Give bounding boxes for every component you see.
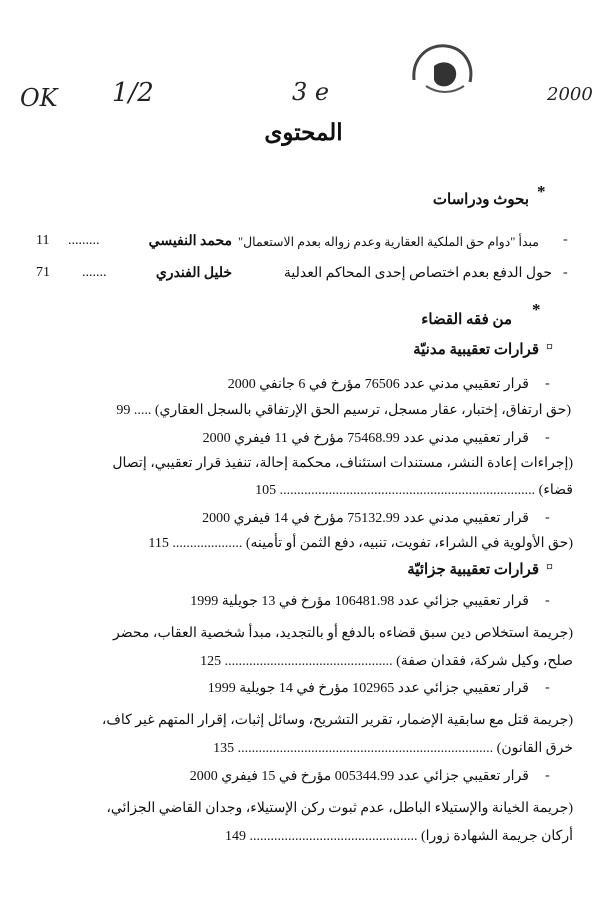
criminal-decision-1-topics: (جريمة استخلاص دين سبق قضاءه بالدفع أو بالتجديد، مبدأ شخصية العقاب، محضر [113, 626, 573, 641]
civil-decision-2-head: قرار تعقيبي مدني عدد 75468.99 مؤرخ في 11 فيفري 2000 [202, 431, 529, 446]
subsection-heading-criminal: قرارات تعقيبية جزائيّة [407, 562, 539, 578]
currency-sign-icon: ¤ [546, 560, 553, 575]
list-dash: - [545, 593, 550, 608]
handwritten-note-ok: OK [20, 84, 58, 112]
criminal-decision-2-head: قرار تعقيبي جزائي عدد 102965 مؤرخ في 14 جويلية 1999 [207, 681, 529, 696]
currency-sign-icon: ¤ [546, 340, 553, 355]
civil-decision-2-topics-cont: قضاء) ......................................................................... 105 [255, 483, 573, 498]
list-dash: - [545, 510, 550, 525]
civil-decision-1-head: قرار تعقيبي مدني عدد 76506 مؤرخ في 6 جانفي 2000 [227, 377, 529, 392]
study-page-2: 71 [36, 265, 50, 280]
study-title-2: حول الدفع بعدم اختصاص إحدى المحاكم العدلية [283, 266, 552, 281]
study-dots-2: ....... [82, 265, 107, 280]
section-star-icon: * [532, 300, 541, 319]
list-dash: - [545, 430, 550, 445]
study-author-1: محمد النفيسي [148, 234, 232, 249]
criminal-decision-3-topics: (جريمة الخيانة والإستيلاء الباطل، عدم ثبوت ركن الإستيلاء، وجدان القاضي الجزائي، [106, 801, 573, 816]
study-dots-1: ......... [68, 233, 100, 248]
criminal-decision-2-topics-cont: خرق القانون) ......................................................................... 135 [213, 741, 573, 756]
criminal-decision-2-topics: (جريمة قتل مع سابقية الإضمار، تقرير التشريح، وسائل إثبات، إقرار المتهم غير كاف، [101, 713, 573, 728]
list-dash: - [545, 376, 550, 391]
criminal-decision-1-head: قرار تعقيبي جزائي عدد 106481.98 مؤرخ في 13 جويلية 1999 [190, 594, 529, 609]
list-dash: - [545, 680, 550, 695]
list-dash: - [545, 768, 550, 783]
handwritten-note-year: 2000 [547, 84, 593, 105]
subsection-heading-civil: قرارات تعقيبية مدنيّة [413, 342, 539, 358]
study-author-2: خليل الفندري [155, 266, 232, 281]
criminal-decision-3-head: قرار تعقيبي جزائي عدد 005344.99 مؤرخ في 15 فيفري 2000 [189, 769, 529, 784]
study-title-1: مبدأ "دوام حق الملكية العقارية وعدم زواله بعدم الاستعمال" [237, 235, 539, 249]
page-title: المحتوى [264, 120, 343, 145]
criminal-decision-3-topics-cont: أركان جريمة الشهادة زورا) ................................................ 149 [224, 829, 573, 844]
civil-decision-1-topics: (حق ارتفاق، إختبار، عقار مسجل، ترسيم الحق الإرتفاقي بالسجل العقاري) ..... 99 [116, 403, 571, 418]
section-heading-jurisprudence: من فقه القضاء [421, 312, 512, 328]
section-star-icon: * [537, 182, 546, 201]
study-page-1: 11 [36, 233, 50, 248]
stamp-mark [408, 40, 478, 102]
handwritten-note-fraction: 1/2 [112, 78, 154, 108]
civil-decision-2-topics: (إجراءات إعادة النشر، مستندات استئناف، محكمة إحالة، تنفيذ قرار تعقيبي، إتصال [112, 456, 573, 471]
handwritten-note-center: 3 e [292, 78, 330, 106]
section-heading-studies: بحوث ودراسات [432, 192, 529, 208]
list-dash: - [563, 232, 568, 247]
civil-decision-3-topics: (حق الأولوية في الشراء، تفويت، تنبيه، دفع الثمن أو تأمينه) .................... 115 [148, 536, 573, 551]
criminal-decision-1-topics-cont: صلح، وكيل شركة، فقدان صفة) ................................................ 125 [200, 654, 573, 669]
list-dash: - [563, 265, 568, 280]
civil-decision-3-head: قرار تعقيبي مدني عدد 75132.99 مؤرخ في 14 فيفري 2000 [202, 511, 529, 526]
